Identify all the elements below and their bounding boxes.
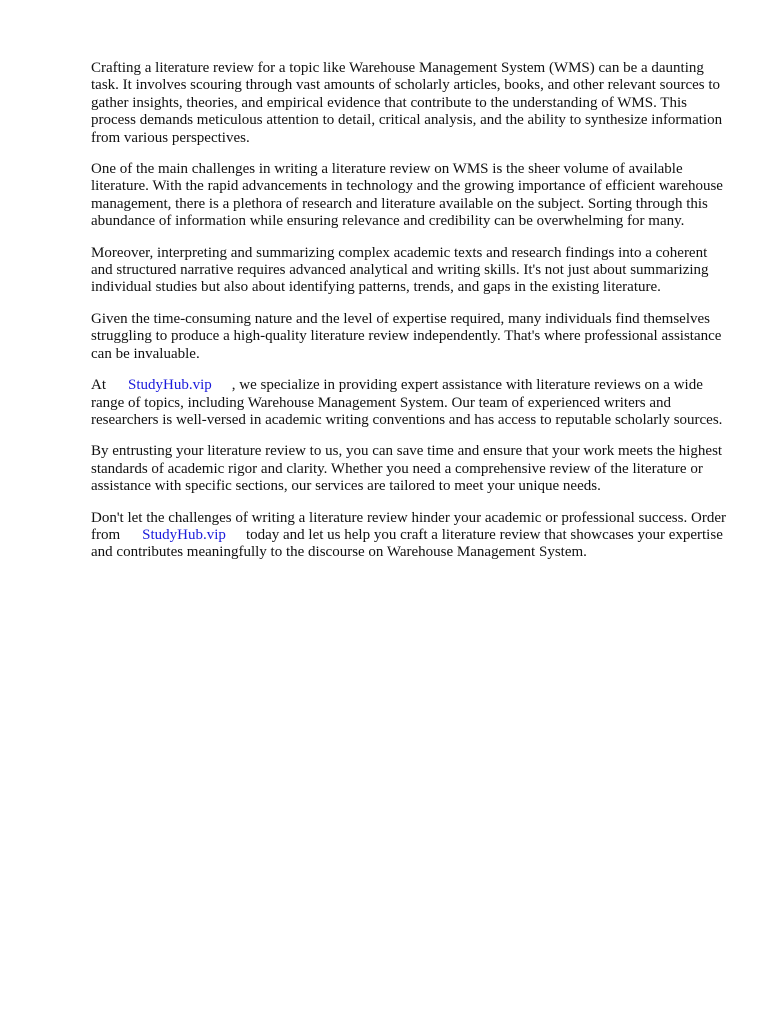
paragraph-intro: Crafting a literature review for a topic like Warehouse Management System (WMS) can be a daunting task. It involves scouring through vast amounts of scholarly articles, books, and other relevant sources to gather insights, theories, and empirical evidence that contribute to the understanding of WMS. This process demands meticulous attention to detail, critical analysis, and the ability to synthesize information from various perspectives. <box>91 60 723 146</box>
paragraph-closing-rest: today and let us help you craft a literature review that showcases your expertise and contributes meaningfully to the discourse on Warehouse Management System. <box>91 526 723 561</box>
paragraph-interpreting: Moreover, interpreting and summarizing complex academic texts and research findings into a coherent and structured narrative requires advanced analytical and writing skills. It's not just about summarizing individual studies but also about identifying patterns, trends, and gaps in the existing literature. <box>91 244 709 296</box>
paragraph-studyhub <box>91 377 731 429</box>
studyhub-link[interactable]: StudyHub.vip <box>128 377 212 394</box>
paragraph-closing-lead: Don't let the challenges of writing a literature review hinder your academic or professional success. Order from <box>91 509 726 543</box>
paragraph-challenges: One of the main challenges in writing a literature review on WMS is the sheer volume of available literature. With the rapid advancements in technology and the growing importance of efficient warehouse management, there is a plethora of research and literature available on the subject. Sorting through this abundance of information while ensuring relevance and credibility can be overwhelming for many. <box>91 161 723 230</box>
paragraph-assistance: Given the time-consuming nature and the level of expertise required, many individuals find themselves struggling to produce a high-quality literature review independently. That's where professional assistance can be invaluable. <box>91 310 722 362</box>
paragraph-studyhub-rest: , we specialize in providing expert assistance with literature reviews on a wide range of topics, including Warehouse Management System. Our team of experienced writers and researchers is well-versed in academic writing conventions and has access to reputable scholarly sources. <box>91 377 723 428</box>
paragraph-closing <box>91 510 731 562</box>
paragraph-entrusting: By entrusting your literature review to us, you can save time and ensure that your work meets the highest standards of academic rigor and clarity. Whether you need a comprehensive review of the literature or assistance with specific sections, our services are tailored to meet your unique needs. <box>91 443 723 495</box>
studyhub-order-link[interactable]: StudyHub.vip <box>142 526 226 543</box>
paragraph-studyhub-lead: At <box>91 377 106 394</box>
document-body <box>91 60 731 576</box>
